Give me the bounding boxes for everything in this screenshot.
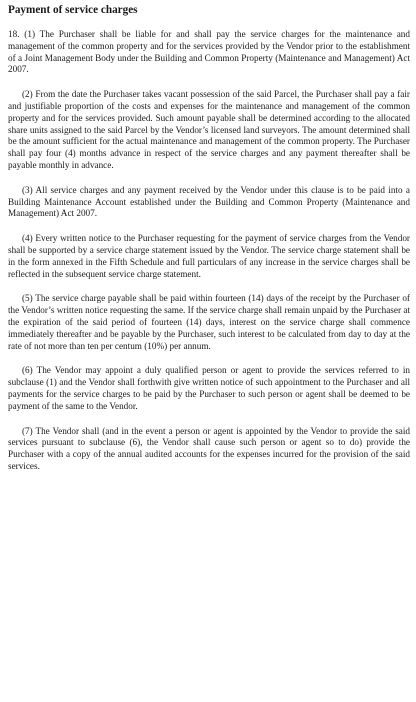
clause-number: 18. xyxy=(8,29,20,39)
clause-18-subclause-4: (4) Every written notice to the Purchaser requesting for the payment of service charges from the Vendor shall be supported by a service charge statement issued by the Vendor. The service charge statement shall be in the form annexed in the Fifth Schedule and full particulars of any increase in the service charges shall be reflected in the subsequent service charge statement. xyxy=(8,233,410,279)
clause-18-subclause-2: (2) From the date the Purchaser takes vacant possession of the said Parcel, the Purchaser shall pay a fair and justifiable proportion of the costs and expenses for the maintenance and management of the common property and for the services provided. Such amount payable shall be determined according to the allocated share units assigned to the said Parcel by the Vendor’s licensed land surveyors. The amount determined shall be the amount sufficient for the actual maintenance and management of the common property. The Purchaser shall pay four (4) months advance in respect of the service charges and any payment thereafter shall be payable monthly in advance. xyxy=(8,89,410,170)
subclause-1-text: (1) The Purchaser shall be liable for and shall pay the service charges for the maintenance and management of the common property and for the services provided by the Vendor prior to the establishment of a Joint Management Body under the Building and Common Property (Maintenance and Management) Act 2007. xyxy=(8,29,410,75)
clause-18-subclause-3: (3) All service charges and any payment received by the Vendor under this clause is to be paid into a Building Maintenance Account established under the Building and Common Property (Maintenance and Management) Act 2007. xyxy=(8,184,410,219)
clause-18-subclause-1 xyxy=(8,29,410,76)
section-heading: Payment of service charges xyxy=(8,4,138,16)
clause-18-subclause-6: (6) The Vendor may appoint a duly qualified person or agent to provide the services referred to in subclause (1) and the Vendor shall forthwith give written notice of such appointment to the Purchaser and all payments for the service charges to be paid by the Purchaser to such person or agent shall be deemed to be payment of the same to the Vendor. xyxy=(8,365,410,411)
clause-18-subclause-7: (7) The Vendor shall (and in the event a person or agent is appointed by the Vendor to provide the said services pursuant to subclause (6), the Vendor shall cause such person or agent so to do) provide the Purchaser with a copy of the annual audited accounts for the expenses incurred for the provision of the said services. xyxy=(8,425,410,471)
clause-18-subclause-5: (5) The service charge payable shall be paid within fourteen (14) days of the receipt by the Purchaser of the Vendor’s written notice requesting the same. If the service charge shall remain unpaid by the Purchaser at the expiration of the said period of fourteen (14) days, interest on the service charge shall commence immediately thereafter and be payable by the Purchaser, such interest to be calculated from day to day at the rate of not more than ten per centum (10%) per annum. xyxy=(8,293,410,351)
